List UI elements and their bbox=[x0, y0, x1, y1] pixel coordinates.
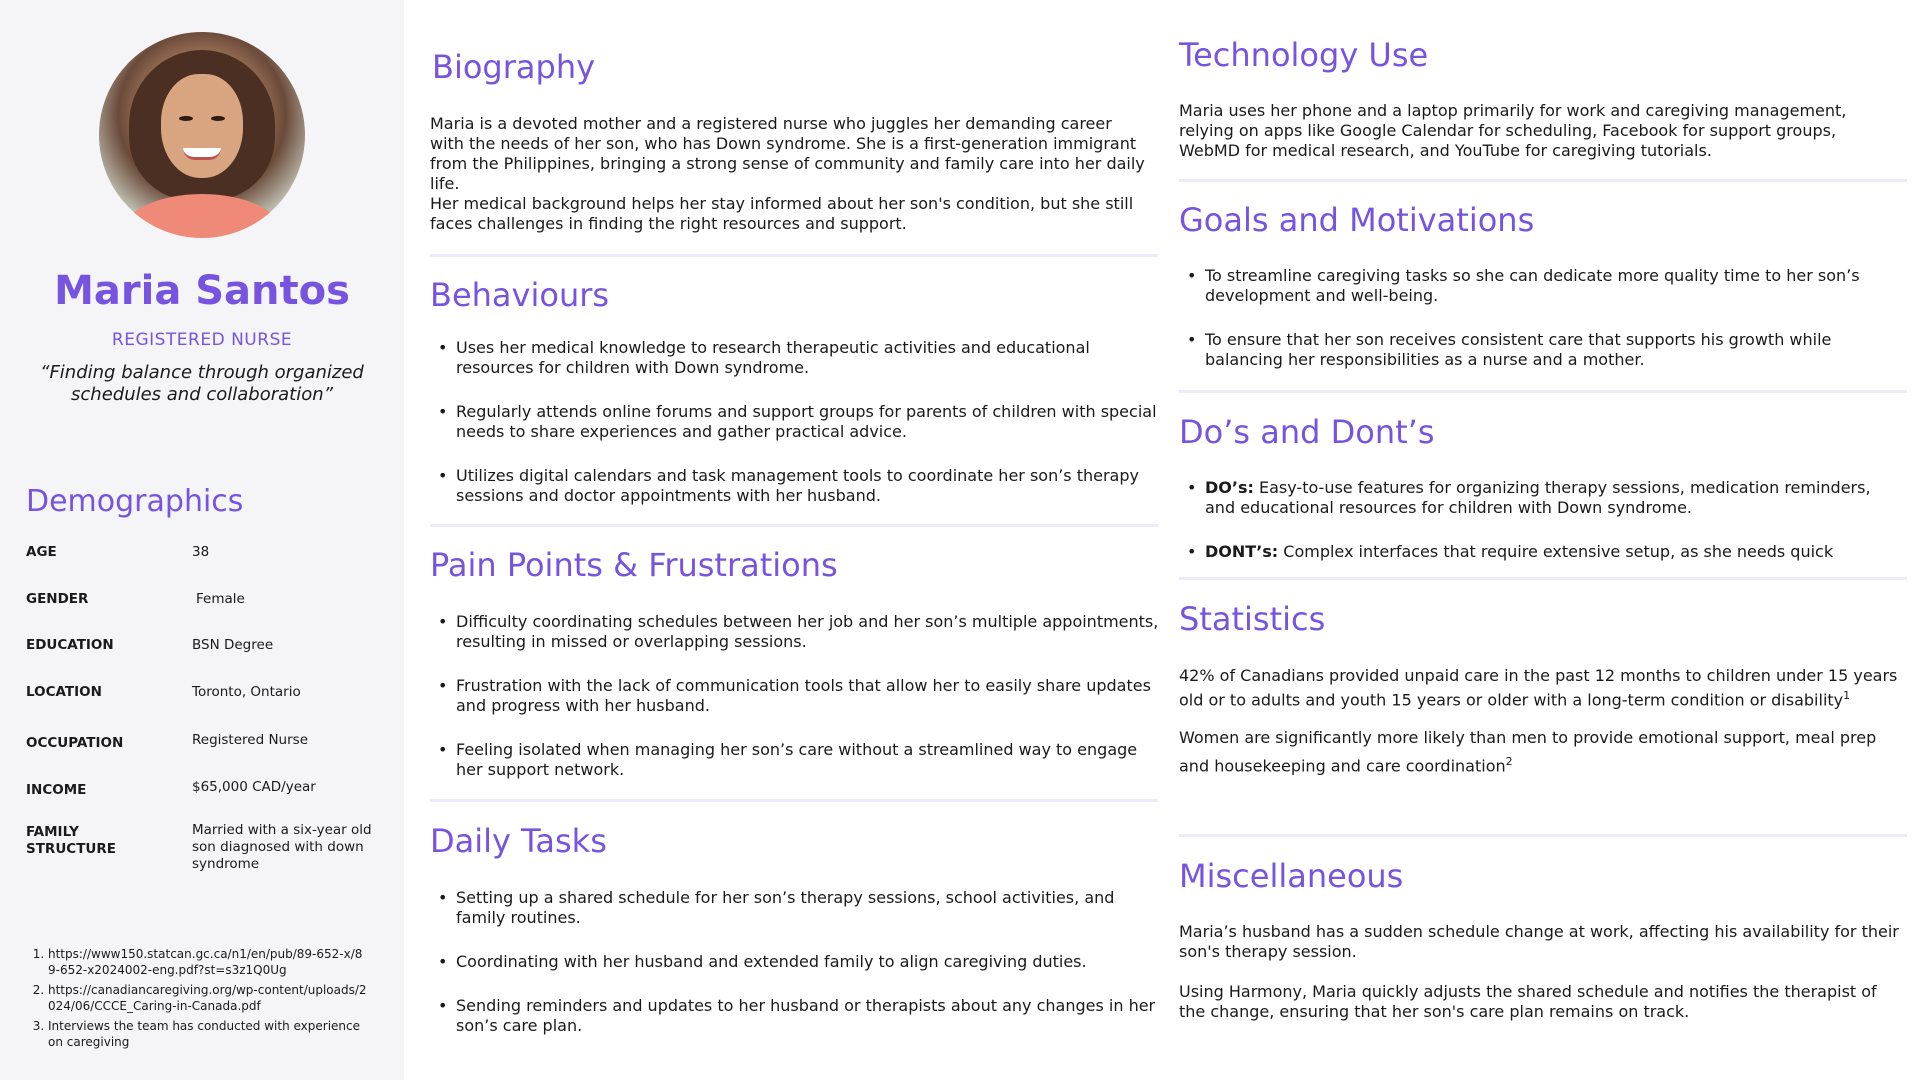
pain-points-title: Pain Points & Frustrations bbox=[430, 546, 838, 584]
references-list bbox=[30, 946, 370, 1054]
statistic-paragraph: 42% of Canadians provided unpaid care in the past 12 months to children under 15 years old or to adults and youth 15 years or older with a long-term condition or disability$^1$ bbox=[1179, 666, 1898, 710]
list-item: • Setting up a shared schedule for her son’s therapy sessions, school activities, and family routines. bbox=[430, 888, 1160, 928]
biography-title: Biography bbox=[432, 48, 596, 86]
dos-label: DO’s: bbox=[1205, 478, 1254, 497]
section-divider bbox=[1179, 577, 1907, 580]
dos-donts-list bbox=[1179, 478, 1899, 586]
reference-item: 1. https://www150.statcan.gc.ca/n1/en/pub/89-652-x/89-652-x2024002-eng.pdf?st=s3z1Q0Ug bbox=[48, 946, 370, 978]
list-item: • Sending reminders and updates to her husband or therapists about any changes in her son’s care plan. bbox=[430, 996, 1160, 1036]
technology-title: Technology Use bbox=[1179, 36, 1429, 74]
demographic-value: Registered Nurse bbox=[192, 732, 308, 748]
persona-role: REGISTERED NURSE bbox=[111, 330, 293, 350]
list-item: • Difficulty coordinating schedules between her job and her son’s multiple appointments, resulting in missed or overlapping sessions. bbox=[430, 612, 1160, 652]
demographic-value: 38 bbox=[192, 544, 210, 560]
statistic-paragraph: Women are significantly more likely than men to provide emotional support, meal prep and housekeeping and care coordination$^2$ bbox=[1179, 728, 1877, 776]
list-item-donts bbox=[1179, 542, 1899, 562]
demographic-label: EDUCATION bbox=[26, 637, 114, 653]
technology-paragraph: Maria uses her phone and a laptop primarily for work and caregiving management, relying on apps like Google Calendar for scheduling, Facebook for support groups, WebMD for medical research, and YouTube for caregiving tutorials. bbox=[1179, 101, 1847, 160]
list-item: • Frustration with the lack of communication tools that allow her to easily share updates and progress with her husband. bbox=[430, 676, 1160, 716]
persona-name: Maria Santos bbox=[54, 268, 350, 314]
footnote-ref: 1 bbox=[1843, 689, 1851, 702]
demographic-value: Toronto, Ontario bbox=[192, 684, 301, 700]
demographic-value: $65,000 CAD/year bbox=[192, 779, 316, 795]
demographic-value: BSN Degree bbox=[192, 637, 274, 653]
section-divider bbox=[1179, 834, 1907, 837]
behaviours-title: Behaviours bbox=[430, 276, 610, 314]
list-item: • Coordinating with her husband and extended family to align caregiving duties. bbox=[430, 952, 1160, 972]
avatar bbox=[99, 32, 305, 238]
footnote-ref: 2 bbox=[1505, 755, 1513, 768]
list-item: • Regularly attends online forums and support groups for parents of children with special needs to share experiences and gather practical advice. bbox=[430, 402, 1160, 442]
section-divider bbox=[430, 799, 1158, 802]
section-divider bbox=[430, 524, 1158, 527]
section-divider bbox=[1179, 390, 1907, 393]
profile-sidebar bbox=[0, 0, 404, 1080]
dos-text: Easy-to-use features for organizing therapy sessions, medication reminders, and educational resources for children with Down syndrome. bbox=[1205, 478, 1871, 517]
pain-points-list bbox=[430, 612, 1160, 804]
demographic-label: FAMILY STRUCTURE bbox=[26, 824, 116, 857]
demographic-label: AGE bbox=[26, 544, 57, 560]
demographic-label: OCCUPATION bbox=[26, 735, 124, 751]
behaviours-list bbox=[430, 338, 1160, 530]
goals-title: Goals and Motivations bbox=[1179, 201, 1535, 239]
list-item: • Feeling isolated when managing her son’s care without a streamlined way to engage her support network. bbox=[430, 740, 1160, 780]
list-item: • Uses her medical knowledge to research therapeutic activities and educational resources for children with Down syndrome. bbox=[430, 338, 1160, 378]
list-item: • To streamline caregiving tasks so she can dedicate more quality time to her son’s development and well-being. bbox=[1179, 266, 1899, 306]
donts-text: Complex interfaces that require extensive setup, as she needs quick bbox=[1278, 542, 1834, 561]
persona-quote: “Finding balance through organized schedules and collaboration” bbox=[40, 362, 364, 405]
biography-paragraph: Maria is a devoted mother and a registered nurse who juggles her demanding career with the needs of her son, who has Down syndrome. She is a first-generation immigrant from the Philippines, bringing a strong sense of community and family care into her daily life. bbox=[430, 114, 1145, 193]
list-item: • Utilizes digital calendars and task management tools to coordinate her son’s therapy sessions and doctor appointments with her husband. bbox=[430, 466, 1160, 506]
demographic-label: INCOME bbox=[26, 782, 87, 798]
list-item-dos bbox=[1179, 478, 1899, 518]
goals-list bbox=[1179, 266, 1899, 394]
dos-donts-title: Do’s and Dont’s bbox=[1179, 413, 1435, 451]
reference-item: 3. Interviews the team has conducted with experience on caregiving bbox=[48, 1018, 370, 1050]
demographic-label: GENDER bbox=[26, 591, 89, 607]
demographic-value: Female bbox=[196, 591, 245, 607]
section-divider bbox=[430, 254, 1158, 257]
statistics-title: Statistics bbox=[1179, 600, 1326, 638]
biography-paragraph: Her medical background helps her stay informed about her son's condition, but she still faces challenges in finding the right resources and support. bbox=[430, 194, 1134, 233]
daily-tasks-title: Daily Tasks bbox=[430, 822, 607, 860]
donts-label: DONT’s: bbox=[1205, 542, 1279, 561]
section-divider bbox=[1179, 179, 1907, 182]
demographics-title: Demographics bbox=[26, 484, 244, 519]
misc-paragraph: Maria’s husband has a sudden schedule change at work, affecting his availability for their son's therapy session. bbox=[1179, 922, 1899, 961]
daily-tasks-list bbox=[430, 888, 1160, 1060]
demographic-label: LOCATION bbox=[26, 684, 102, 700]
list-item: • To ensure that her son receives consistent care that supports his growth while balancing her responsibilities as a nurse and a mother. bbox=[1179, 330, 1899, 370]
reference-item: 2. https://canadiancaregiving.org/wp-content/uploads/2024/06/CCCE_Caring-in-Canada.pdf bbox=[48, 982, 370, 1014]
demographic-value: Married with a six-year old son diagnosed with down syndrome bbox=[192, 822, 372, 872]
misc-paragraph: Using Harmony, Maria quickly adjusts the shared schedule and notifies the therapist of the change, ensuring that her son's care plan remains on track. bbox=[1179, 982, 1877, 1021]
misc-title: Miscellaneous bbox=[1179, 857, 1404, 895]
